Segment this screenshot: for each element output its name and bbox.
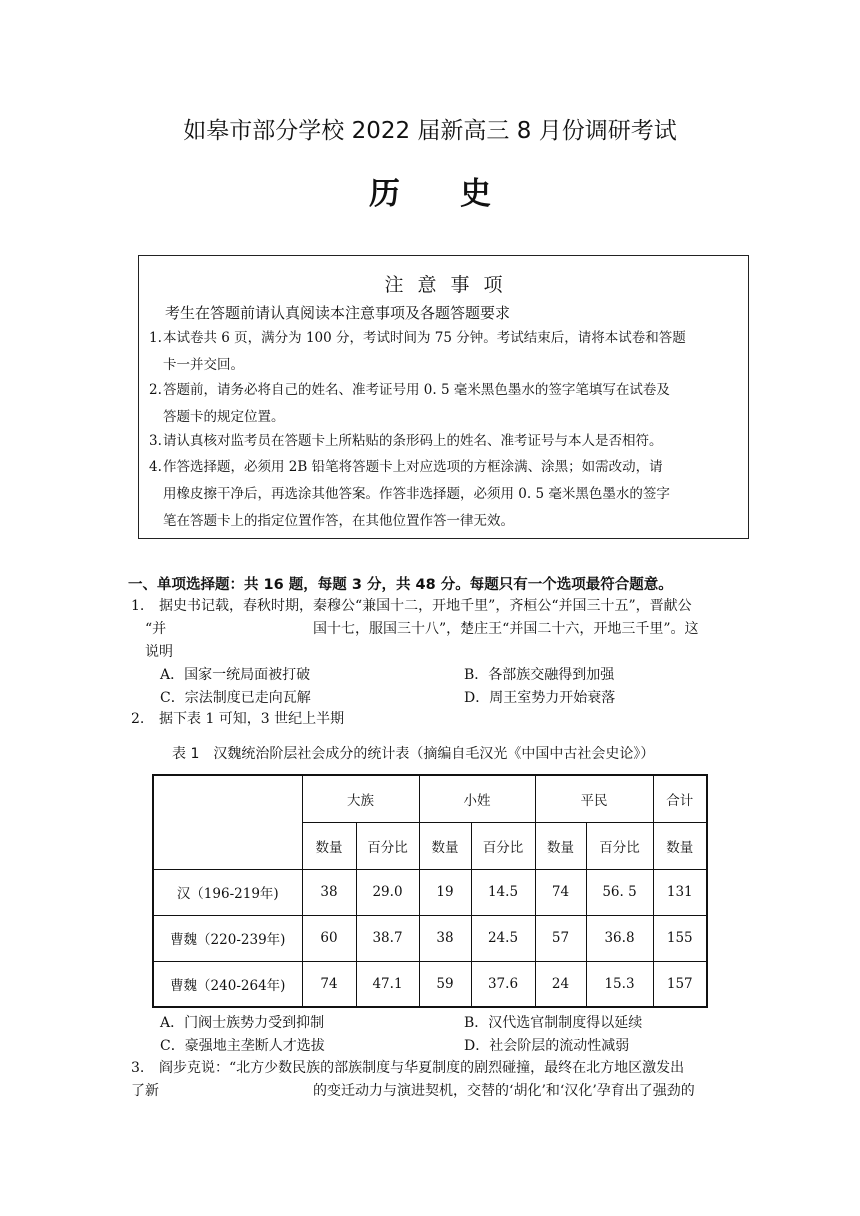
- table-cell: 157: [653, 961, 707, 1007]
- q3-line2b: 的变迁动力与演进契机，交替的‘胡化’和‘汉化’孕育出了强劲的: [313, 1083, 695, 1099]
- row-label: 曹魏（220-239年): [153, 915, 302, 961]
- table-cell: 38: [302, 869, 356, 915]
- table-row: [153, 869, 707, 915]
- header-pingmin: 平民: [535, 775, 653, 822]
- table-cell: 57: [535, 915, 586, 961]
- q1-option-d: D．周王室势力开始衰落: [464, 690, 616, 706]
- q2-option-b: B．汉代选官制制度得以延续: [464, 1015, 643, 1031]
- stats-table: [152, 774, 708, 1008]
- header-dazu: 大族: [302, 775, 419, 822]
- table-cell: 74: [535, 869, 586, 915]
- notice-lead: 考生在答题前请认真阅读本注意事项及各题答题要求: [165, 304, 511, 322]
- table-cell: 24.5: [471, 915, 535, 961]
- q1-option-c: C．宗法制度已走向瓦解: [160, 690, 311, 706]
- table-cell: 37.6: [471, 961, 535, 1007]
- table-cell: 24: [535, 961, 586, 1007]
- table-caption: 表 1 汉魏统治阶层社会成分的统计表（摘编自毛汉光《中国中古社会史论》）: [172, 746, 655, 762]
- q1-line3: 说明: [145, 644, 173, 660]
- table-cell: 74: [302, 961, 356, 1007]
- notice-item-1: 1. 本试卷共 6 页，满分为 100 分，考试时间为 75 分钟。考试结束后，请将本试卷和答题 卡一并交回。: [149, 330, 686, 373]
- notice-item-2: 2. 答题前，请务必将自己的姓名、准考证号用 0. 5 毫米黑色墨水的签字笔填写在试卷及 答题卡的规定位置。: [149, 382, 670, 425]
- table-cell: 38: [419, 915, 471, 961]
- table-cell: 56. 5: [586, 869, 653, 915]
- table-cell: 47.1: [356, 961, 419, 1007]
- q3-number: 3.: [131, 1060, 145, 1076]
- q1-line2b: 国十七，服国三十八”，楚庄王“并国二十六，开地三千里”。这: [313, 621, 699, 637]
- q2-number: 2.: [131, 711, 145, 727]
- table-cell: 59: [419, 961, 471, 1007]
- table-cell: 155: [653, 915, 707, 961]
- q2-option-d: D．社会阶层的流动性减弱: [464, 1038, 630, 1054]
- subject-title: 历史: [369, 176, 551, 212]
- subheader-pct: 百分比: [586, 822, 653, 869]
- subheader-count: 数量: [302, 822, 356, 869]
- table-row: [153, 915, 707, 961]
- row-label: 曹魏（240-264年): [153, 961, 302, 1007]
- table-cell: 60: [302, 915, 356, 961]
- section-heading: 一、单项选择题：共 16 题，每题 3 分，共 48 分。每题只有一个选项最符合题意。: [128, 577, 673, 593]
- q1-option-a: A．国家一统局面被打破: [160, 667, 311, 683]
- q1-option-b: B．各部族交融得到加强: [464, 667, 615, 683]
- row-label: 汉（196-219年): [153, 869, 302, 915]
- subheader-count: 数量: [419, 822, 471, 869]
- q1-line1: 据史书记载，春秋时期，秦穆公“兼国十二，开地千里”，齐桓公“并国三十五”，晋献公: [159, 598, 692, 614]
- notice-item-3: 3. 请认真核对监考员在答题卡上所粘贴的条形码上的姓名、准考证号与本人是否相符。: [149, 433, 663, 449]
- table-cell: 15.3: [586, 961, 653, 1007]
- subheader-pct: 百分比: [356, 822, 419, 869]
- table-cell: 29.0: [356, 869, 419, 915]
- notice-heading: 注意事项: [384, 274, 517, 296]
- subheader-count: 数量: [535, 822, 586, 869]
- q1-line2a: “并: [145, 621, 167, 637]
- header-heji: 合计: [653, 775, 707, 822]
- q1-number: 1.: [131, 598, 145, 614]
- header-xiaoxing: 小姓: [419, 775, 535, 822]
- table-cell: 131: [653, 869, 707, 915]
- exam-title: 如皋市部分学校 2022 届新高三 8 月份调研考试: [183, 118, 677, 144]
- subheader-count: 数量: [653, 822, 707, 869]
- table-cell: 36.8: [586, 915, 653, 961]
- table-cell: 38.7: [356, 915, 419, 961]
- subheader-pct: 百分比: [471, 822, 535, 869]
- q2-option-c: C．豪强地主垄断人才选拔: [160, 1038, 325, 1054]
- table-cell: 14.5: [471, 869, 535, 915]
- notice-box: [138, 255, 749, 539]
- table-corner-cell: [153, 775, 302, 869]
- q2-option-a: A．门阀士族势力受到抑制: [160, 1015, 325, 1031]
- notice-item-4: 4. 作答选择题，必须用 2B 铅笔将答题卡上对应选项的方框涂满、涂黑；如需改动，请 用橡皮擦干净后，再选涂其他答案。作答非选择题，必须用 0. 5 毫米黑色墨水的签字 笔在答题卡上的指定位置作答，在其他位置作答一律无效。: [149, 459, 670, 529]
- q3-line2a: 了新: [131, 1083, 159, 1099]
- table-cell: 19: [419, 869, 471, 915]
- table-header-row-1: [153, 775, 707, 822]
- table-row: [153, 961, 707, 1007]
- q2-stem: 据下表 1 可知，3 世纪上半期: [159, 711, 345, 727]
- q3-line1: 阎步克说：“北方少数民族的部族制度与华夏制度的剧烈碰撞，最终在北方地区激发出: [159, 1060, 685, 1076]
